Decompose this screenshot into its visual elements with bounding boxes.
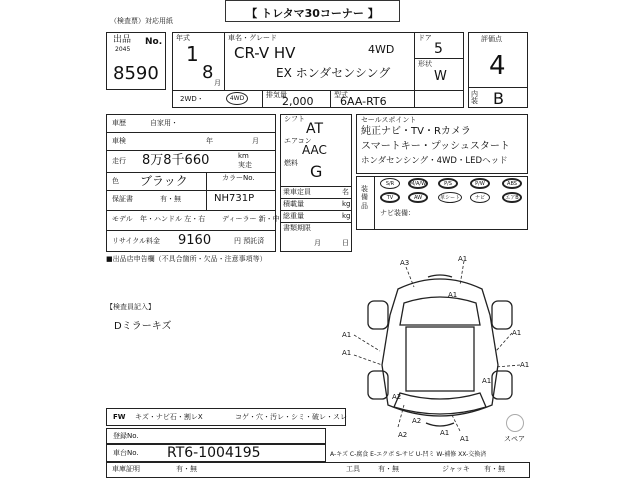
dealer-opts: ディーラー 新・中	[222, 215, 280, 223]
score-value: 4	[489, 51, 506, 81]
katashiki-label: 型式	[334, 91, 348, 99]
row-soujuryo: 総重量	[283, 212, 304, 220]
equip-maw: M/A/W	[408, 178, 428, 189]
kensa-label: 車検	[112, 137, 126, 145]
month-suffix: 月	[214, 79, 221, 87]
inspection-label: 【検査員記入】	[106, 303, 155, 311]
equip-ps: P/S	[438, 178, 458, 189]
recycle-label: リサイクル料金	[112, 237, 161, 245]
diag-label-a3: A3	[400, 259, 410, 267]
mileage-value: 8万8千660	[142, 153, 210, 168]
form-caption: （検査票）対応用紙	[110, 17, 173, 25]
fw-row	[106, 408, 346, 426]
color-code-label: カラーNo.	[222, 174, 255, 182]
equip-airbag: エアB	[502, 192, 522, 203]
lot-label: 出品	[113, 35, 132, 45]
score-label: 評価点	[481, 35, 502, 43]
manual-label: 工具	[346, 465, 360, 473]
fuel-label: 燃料	[284, 159, 298, 167]
header-title-box	[225, 0, 400, 22]
cert-label: 車庫証明	[112, 465, 140, 473]
shaken-label: 車歴	[112, 119, 126, 127]
diag-label-a1-b: A1	[440, 429, 450, 437]
expiry-tsuki: 月	[314, 239, 321, 247]
sales-point-box	[356, 114, 528, 174]
car-name: CR-V HV	[234, 44, 296, 62]
row-sekisai: 積載量	[283, 200, 304, 208]
shape-label: 形状	[418, 60, 432, 68]
color-code-value: NH731P	[214, 193, 255, 204]
unit-soujuryo: kg	[342, 212, 351, 220]
diag-label-a2-bl: A2	[392, 393, 402, 401]
jack-opts: 有・無	[484, 465, 505, 473]
model-label: モデル	[112, 215, 133, 223]
shape-value: W	[434, 69, 447, 84]
aircon-value: AAC	[302, 143, 327, 157]
color-value: ブラック	[140, 174, 188, 188]
interior-value: B	[493, 89, 504, 108]
recycle-value: 9160	[178, 233, 212, 248]
header-title: 【 トレタマ30コーナー 】	[246, 7, 379, 20]
diag-label-a2-bb: A2	[398, 431, 408, 439]
fw-text-2: コゲ・穴・汚レ・シミ・破レ・スレ	[235, 413, 347, 421]
expiry-label: 書類期限	[283, 224, 311, 232]
chassis-label: 車台No.	[113, 449, 139, 457]
color-label: 色	[112, 177, 119, 185]
drive-label: 2WD・	[180, 95, 204, 103]
spare-label: スペア	[504, 435, 525, 443]
lot-number: 8590	[113, 63, 159, 84]
lot-no-label: No.	[145, 37, 163, 47]
row-teiin: 乗車定員	[283, 188, 311, 196]
equip-sr: S/R	[380, 178, 400, 189]
jack-label: ジャッキ	[442, 465, 470, 473]
sales-line-3: ホンダセンシング・4WD・LEDヘッド	[361, 156, 508, 166]
equip-navi: ナビ	[470, 192, 490, 203]
unit-sekisai: kg	[342, 200, 351, 208]
fuel-value: G	[310, 162, 323, 181]
reg-row	[106, 428, 326, 444]
seller-note-label: ■出品店申告欄（不具合箇所・欠品・注意事項等）	[106, 255, 267, 263]
cc-label: 排気量	[266, 91, 287, 99]
fw-label: FW	[113, 413, 126, 421]
sales-line-1: 純正ナビ・TV・Rカメラ	[361, 126, 471, 137]
diag-label-a2-bm: A2	[412, 417, 422, 425]
unit-teiin: 名	[342, 188, 349, 196]
shamei-label: 車名・グレード	[228, 34, 277, 42]
sales-line-2: スマートキー・プッシュスタート	[361, 141, 510, 152]
drive-selected: 4WD	[226, 92, 248, 105]
doors-value: 5	[434, 41, 443, 57]
equip-pw: P/W	[470, 178, 490, 189]
warranty-opts: 有・無	[160, 195, 181, 203]
km-unit: km	[238, 152, 249, 160]
katashiki-value: 6AA-RT6	[340, 95, 387, 108]
aircon-label: エアコン	[284, 137, 312, 145]
expiry-hi: 日	[342, 239, 349, 247]
year-value: 1	[186, 42, 199, 66]
mileage-label: 走行	[112, 157, 126, 165]
shift-label: シフト	[284, 115, 305, 123]
drive-note: 4WD	[368, 43, 395, 56]
manual-opts: 有・無	[378, 465, 399, 473]
chassis-value: RT6-1004195	[167, 445, 261, 461]
fw-text: キズ・ナビ石・割レX	[135, 413, 203, 421]
grade: EX ホンダセンシング	[276, 66, 391, 80]
doors-label: ドア	[418, 34, 432, 42]
nenshiki-label: 年式	[176, 34, 190, 42]
left-info-block	[106, 114, 276, 252]
equip-label: 装備品	[361, 185, 368, 210]
diag-label-a1-r2: A1	[520, 361, 530, 369]
equip-tv: TV	[380, 192, 400, 203]
kensa-tsuki: 月	[252, 137, 259, 145]
interior-label: 内装	[471, 90, 478, 105]
diag-label-a1-top: A1	[458, 255, 468, 263]
score-box	[468, 32, 528, 108]
shaken-opts: 自家用・	[150, 119, 178, 127]
lot-pre: 2045	[115, 46, 131, 53]
model-opts: 年・ハンドル 左・右	[140, 215, 206, 223]
diag-label-a1-bt: A1	[460, 435, 470, 443]
month-value: 8	[202, 62, 214, 83]
inspection-note: Dミラーキズ	[114, 321, 172, 332]
kensa-nen: 年	[206, 137, 213, 145]
lot-box	[106, 32, 166, 90]
damage-legend: A-キズ C-腐食 E-エクボ S-サビ U-凹ミ W-補修 XX-交換済	[330, 451, 487, 458]
diag-label-a1-tr: A1	[448, 291, 458, 299]
cc-value: 2,000	[282, 95, 314, 108]
km-sub: 実走	[238, 161, 252, 169]
diag-label-a1-c: A1	[482, 377, 492, 385]
sales-label: セールスポイント	[361, 116, 417, 124]
cert-opts: 有・無	[176, 465, 197, 473]
diag-label-a1-l2: A1	[342, 349, 352, 357]
spare-tire-icon	[506, 414, 524, 432]
equip-abs: ABS	[502, 178, 522, 189]
shift-value: AT	[306, 121, 324, 137]
chassis-row	[106, 444, 326, 462]
nav-equip-label: ナビ装備：	[380, 209, 415, 217]
reg-label: 登録No.	[113, 432, 139, 440]
diag-label-a1-r1: A1	[512, 329, 522, 337]
diag-label-a1-l1: A1	[342, 331, 352, 339]
equip-leather: 革シート	[438, 192, 462, 203]
equip-aw: AW	[408, 192, 428, 203]
recycle-unit: 円 預託済	[234, 237, 265, 245]
warranty-label: 保証書	[112, 195, 133, 203]
